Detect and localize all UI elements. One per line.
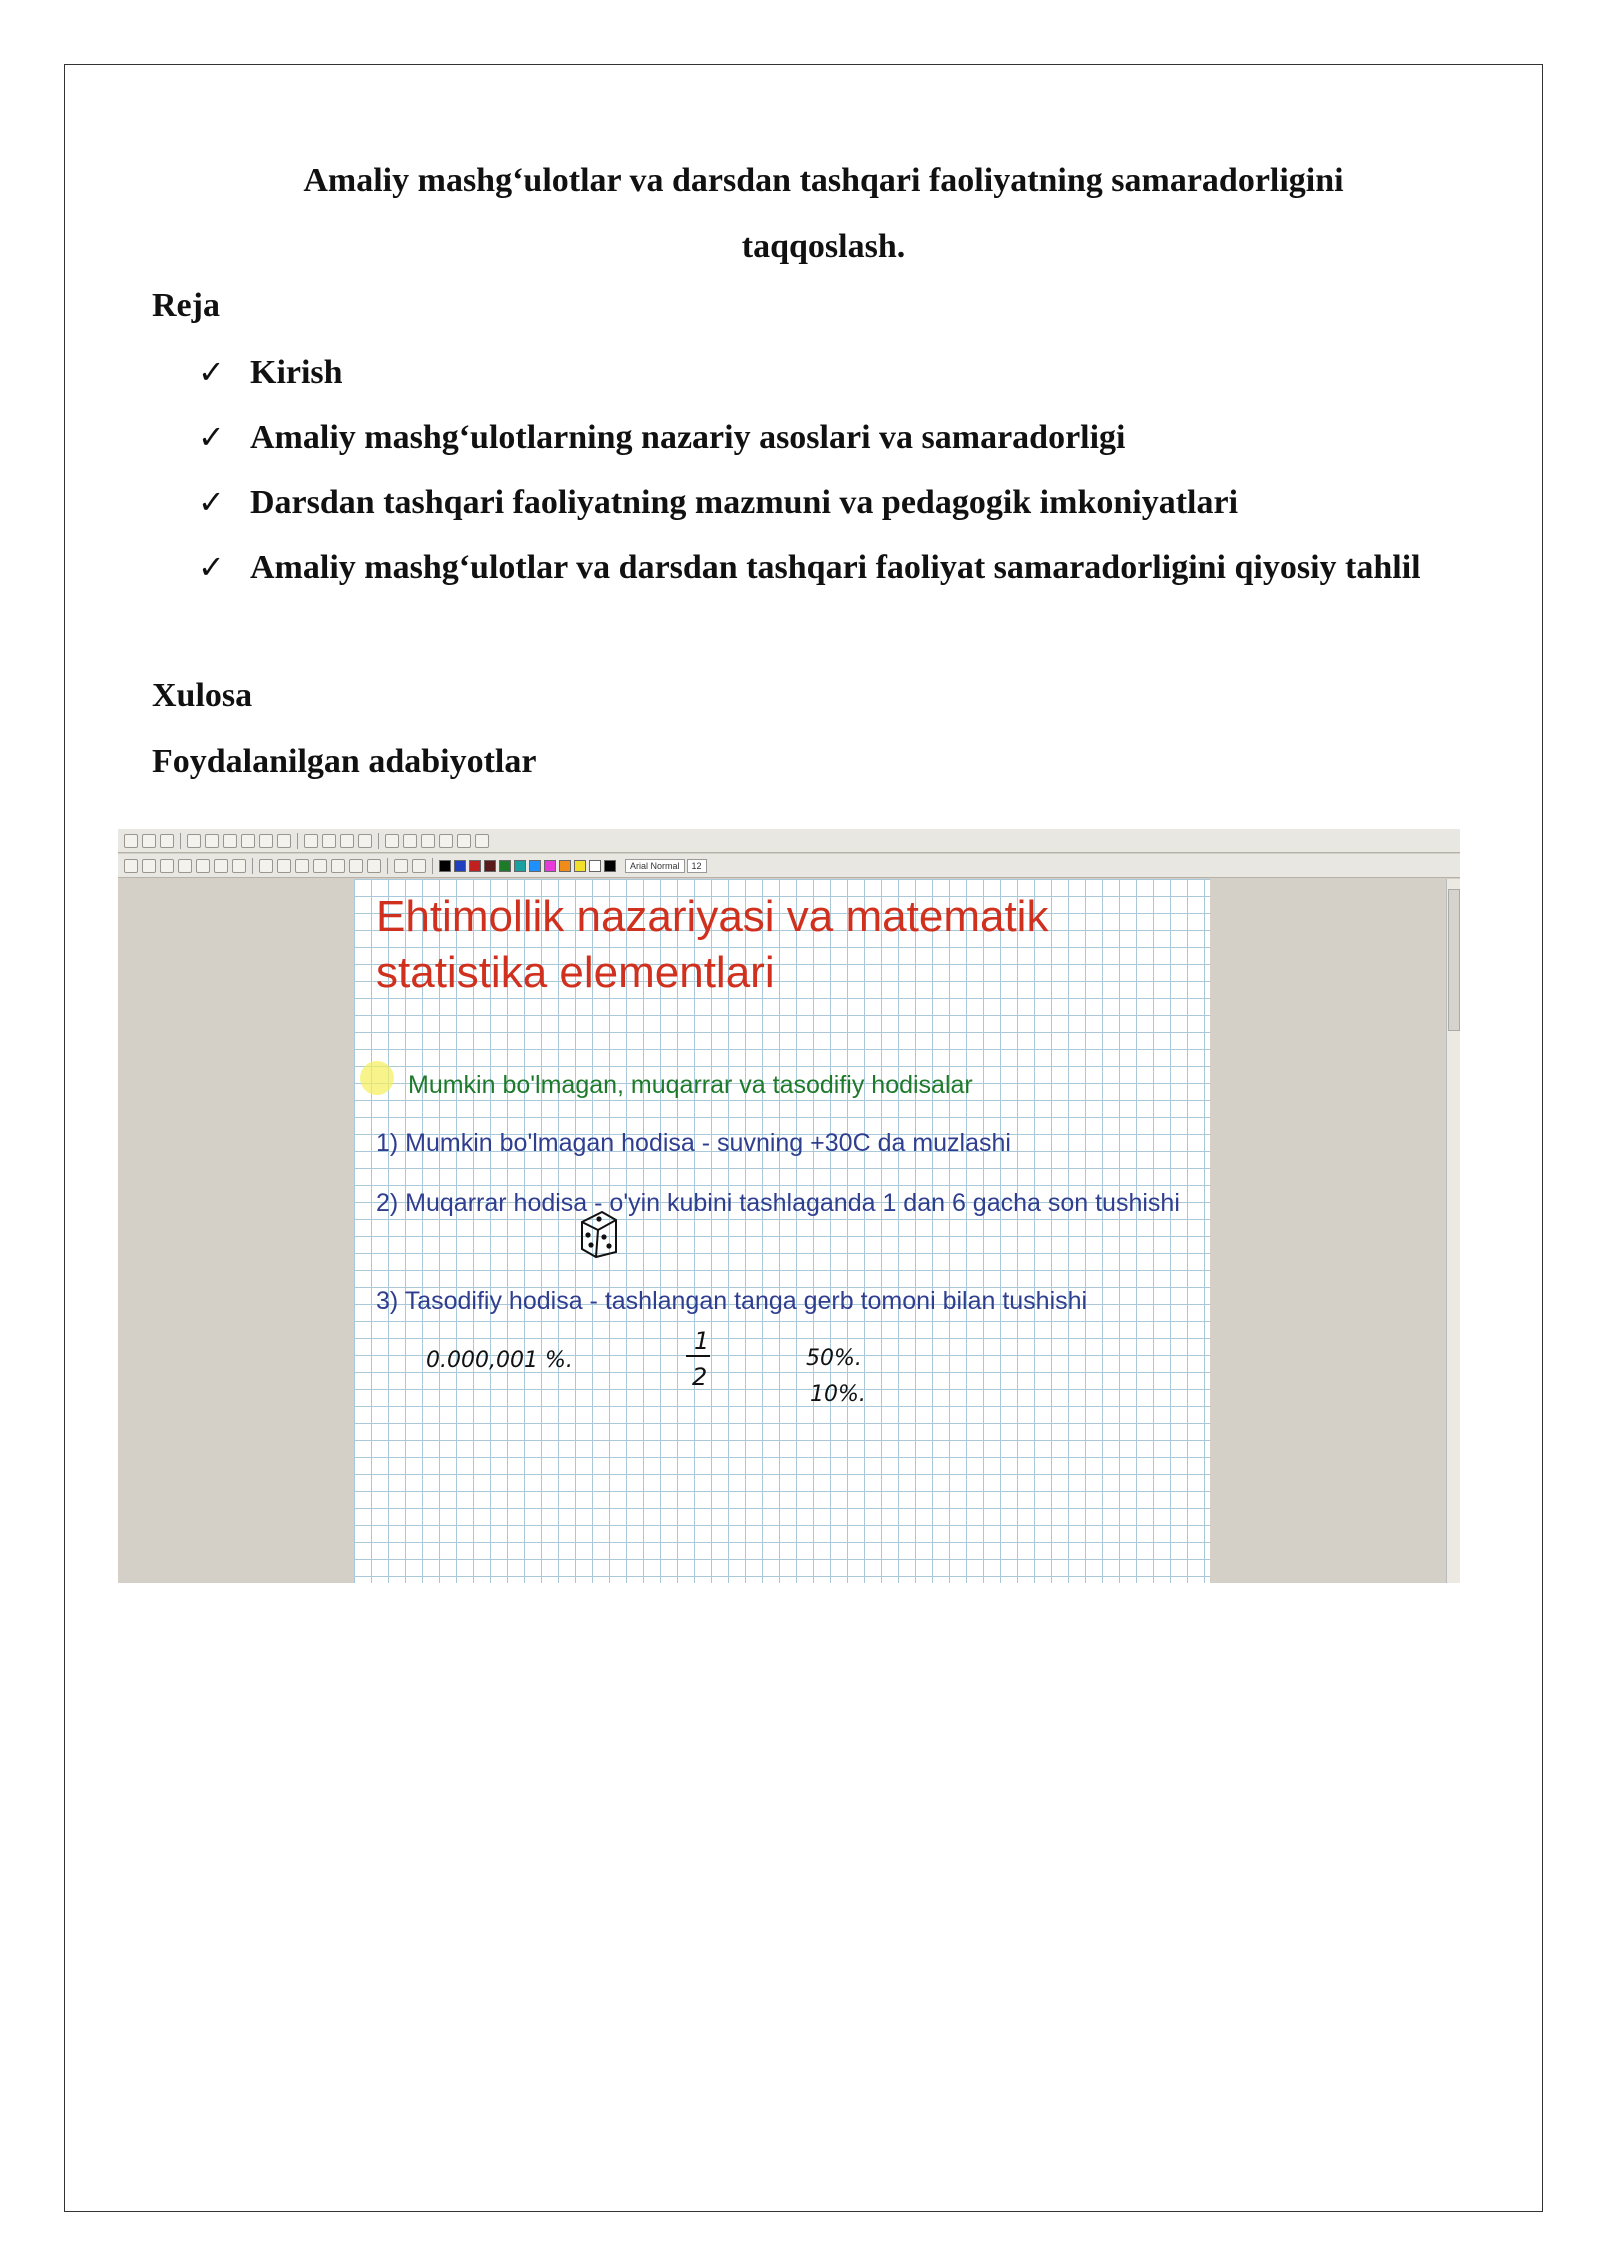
text-tool-icon <box>178 859 192 873</box>
handwritten-fraction-denominator: 2 <box>692 1363 708 1391</box>
color-swatch <box>604 860 616 872</box>
document-title-line-2: taqqoslash. <box>741 228 906 265</box>
document-title-line-1: Amaliy mashg‘ulotlar va darsdan tashqari faoliyatning samaradorligini <box>303 162 1344 199</box>
previous-page-icon <box>322 834 336 848</box>
document-title <box>150 148 1497 280</box>
zoom-page-icon <box>457 834 471 848</box>
color-swatch <box>439 860 451 872</box>
open-icon <box>160 834 174 848</box>
plan-heading: Reja <box>152 287 220 324</box>
scrollbar-thumb[interactable] <box>1448 889 1460 1031</box>
color-swatch <box>499 860 511 872</box>
handwritten-percent-50: 50%. <box>806 1346 862 1371</box>
references-heading: Foydalanilgan adabiyotlar <box>152 743 537 780</box>
checkmark-icon: ✓ <box>198 548 225 586</box>
plan-item <box>198 340 1493 405</box>
last-page-icon <box>358 834 372 848</box>
image-tool-icon <box>196 859 210 873</box>
plan-list <box>198 340 1493 600</box>
undo-icon <box>259 834 273 848</box>
grid-page <box>354 879 1210 1583</box>
color-swatch <box>574 860 586 872</box>
handwritten-small-probability: 0.000,001 %. <box>426 1348 573 1373</box>
color-swatch <box>589 860 601 872</box>
save-icon <box>124 834 138 848</box>
plan-item <box>198 535 1493 600</box>
pen-tool-icon <box>124 859 138 873</box>
plan-item <box>198 405 1493 470</box>
lines-tool-icon <box>295 859 309 873</box>
thin-stroke-icon <box>394 859 408 873</box>
color-swatch <box>484 860 496 872</box>
plan-item-label: Amaliy mashg‘ulotlarning nazariy asoslari va samaradorligi <box>250 419 1126 456</box>
canvas-margin-left <box>118 879 354 1583</box>
color-swatch <box>454 860 466 872</box>
zoom-width-icon <box>439 834 453 848</box>
slide-line-1: 1) Mumkin bo'lmagan hodisa - suvning +30C da muzlashi <box>376 1129 1011 1157</box>
checkmark-icon: ✓ <box>198 353 225 391</box>
marker-tool-icon <box>160 859 174 873</box>
eraser-tool-icon <box>142 859 156 873</box>
recycle-icon <box>367 859 381 873</box>
thick-stroke-icon <box>412 859 426 873</box>
color-swatch <box>544 860 556 872</box>
redo-icon <box>277 834 291 848</box>
grid-tool-icon <box>277 859 291 873</box>
checkmark-icon: ✓ <box>198 418 225 456</box>
cut-icon <box>187 834 201 848</box>
font-name-field: Arial Normal <box>625 859 685 873</box>
dice-sketch-icon <box>582 1212 616 1257</box>
handwritten-percent-10: 10%. <box>810 1382 866 1407</box>
handwriting-layer <box>354 879 1210 1583</box>
slide-line-2: 2) Muqarrar hodisa - o'yin kubini tashlaganda 1 dan 6 gacha son tushishi <box>376 1189 1180 1217</box>
new-page-icon <box>142 834 156 848</box>
fullscreen-icon <box>475 834 489 848</box>
paste-icon <box>223 834 237 848</box>
refresh-icon <box>349 859 363 873</box>
color-swatch <box>559 860 571 872</box>
next-page-icon <box>340 834 354 848</box>
handwritten-fraction-numerator: 1 <box>694 1327 710 1355</box>
font-size-field: 12 <box>687 859 707 873</box>
color-swatch <box>469 860 481 872</box>
shape-tool-icon <box>214 859 228 873</box>
ruler-tool-icon <box>232 859 246 873</box>
plan-item-label: Darsdan tashqari faoliyatning mazmuni va pedagogik imkoniyatlari <box>250 484 1239 521</box>
color-swatch <box>529 860 541 872</box>
zoom-in-icon <box>385 834 399 848</box>
color-swatch <box>514 860 526 872</box>
checkmark-icon: ✓ <box>198 483 225 521</box>
plan-item <box>198 470 1493 535</box>
canvas-margin-right <box>1210 879 1460 1583</box>
conclusion-heading: Xulosa <box>152 677 253 714</box>
vertical-scrollbar[interactable] <box>1446 879 1460 1583</box>
whiteboard-toolbar-tools <box>118 854 1460 878</box>
zoom-out-icon <box>403 834 417 848</box>
whiteboard-toolbar-top <box>118 829 1460 853</box>
slide-title: Ehtimollik nazariyasi va matematik statistika elementlari <box>376 892 1049 997</box>
first-page-icon <box>304 834 318 848</box>
plan-item-label: Amaliy mashg‘ulotlar va darsdan tashqari faoliyat samaradorligini qiyosiy tahlil <box>250 549 1421 586</box>
print-icon <box>241 834 255 848</box>
slide-line-3: 3) Tasodifiy hodisa - tashlangan tanga gerb tomoni bilan tushishi <box>376 1287 1088 1315</box>
zoom-fit-icon <box>421 834 435 848</box>
color-palette <box>437 860 617 872</box>
copy-icon <box>205 834 219 848</box>
fill-tool-icon <box>259 859 273 873</box>
plan-item-label: Kirish <box>250 354 343 391</box>
slide-subtitle: Mumkin bo'lmagan, muqarrar va tasodifiy hodisalar <box>408 1071 973 1099</box>
hand-tool-icon <box>313 859 327 873</box>
select-tool-icon <box>331 859 345 873</box>
embedded-whiteboard-screenshot <box>118 829 1460 1583</box>
